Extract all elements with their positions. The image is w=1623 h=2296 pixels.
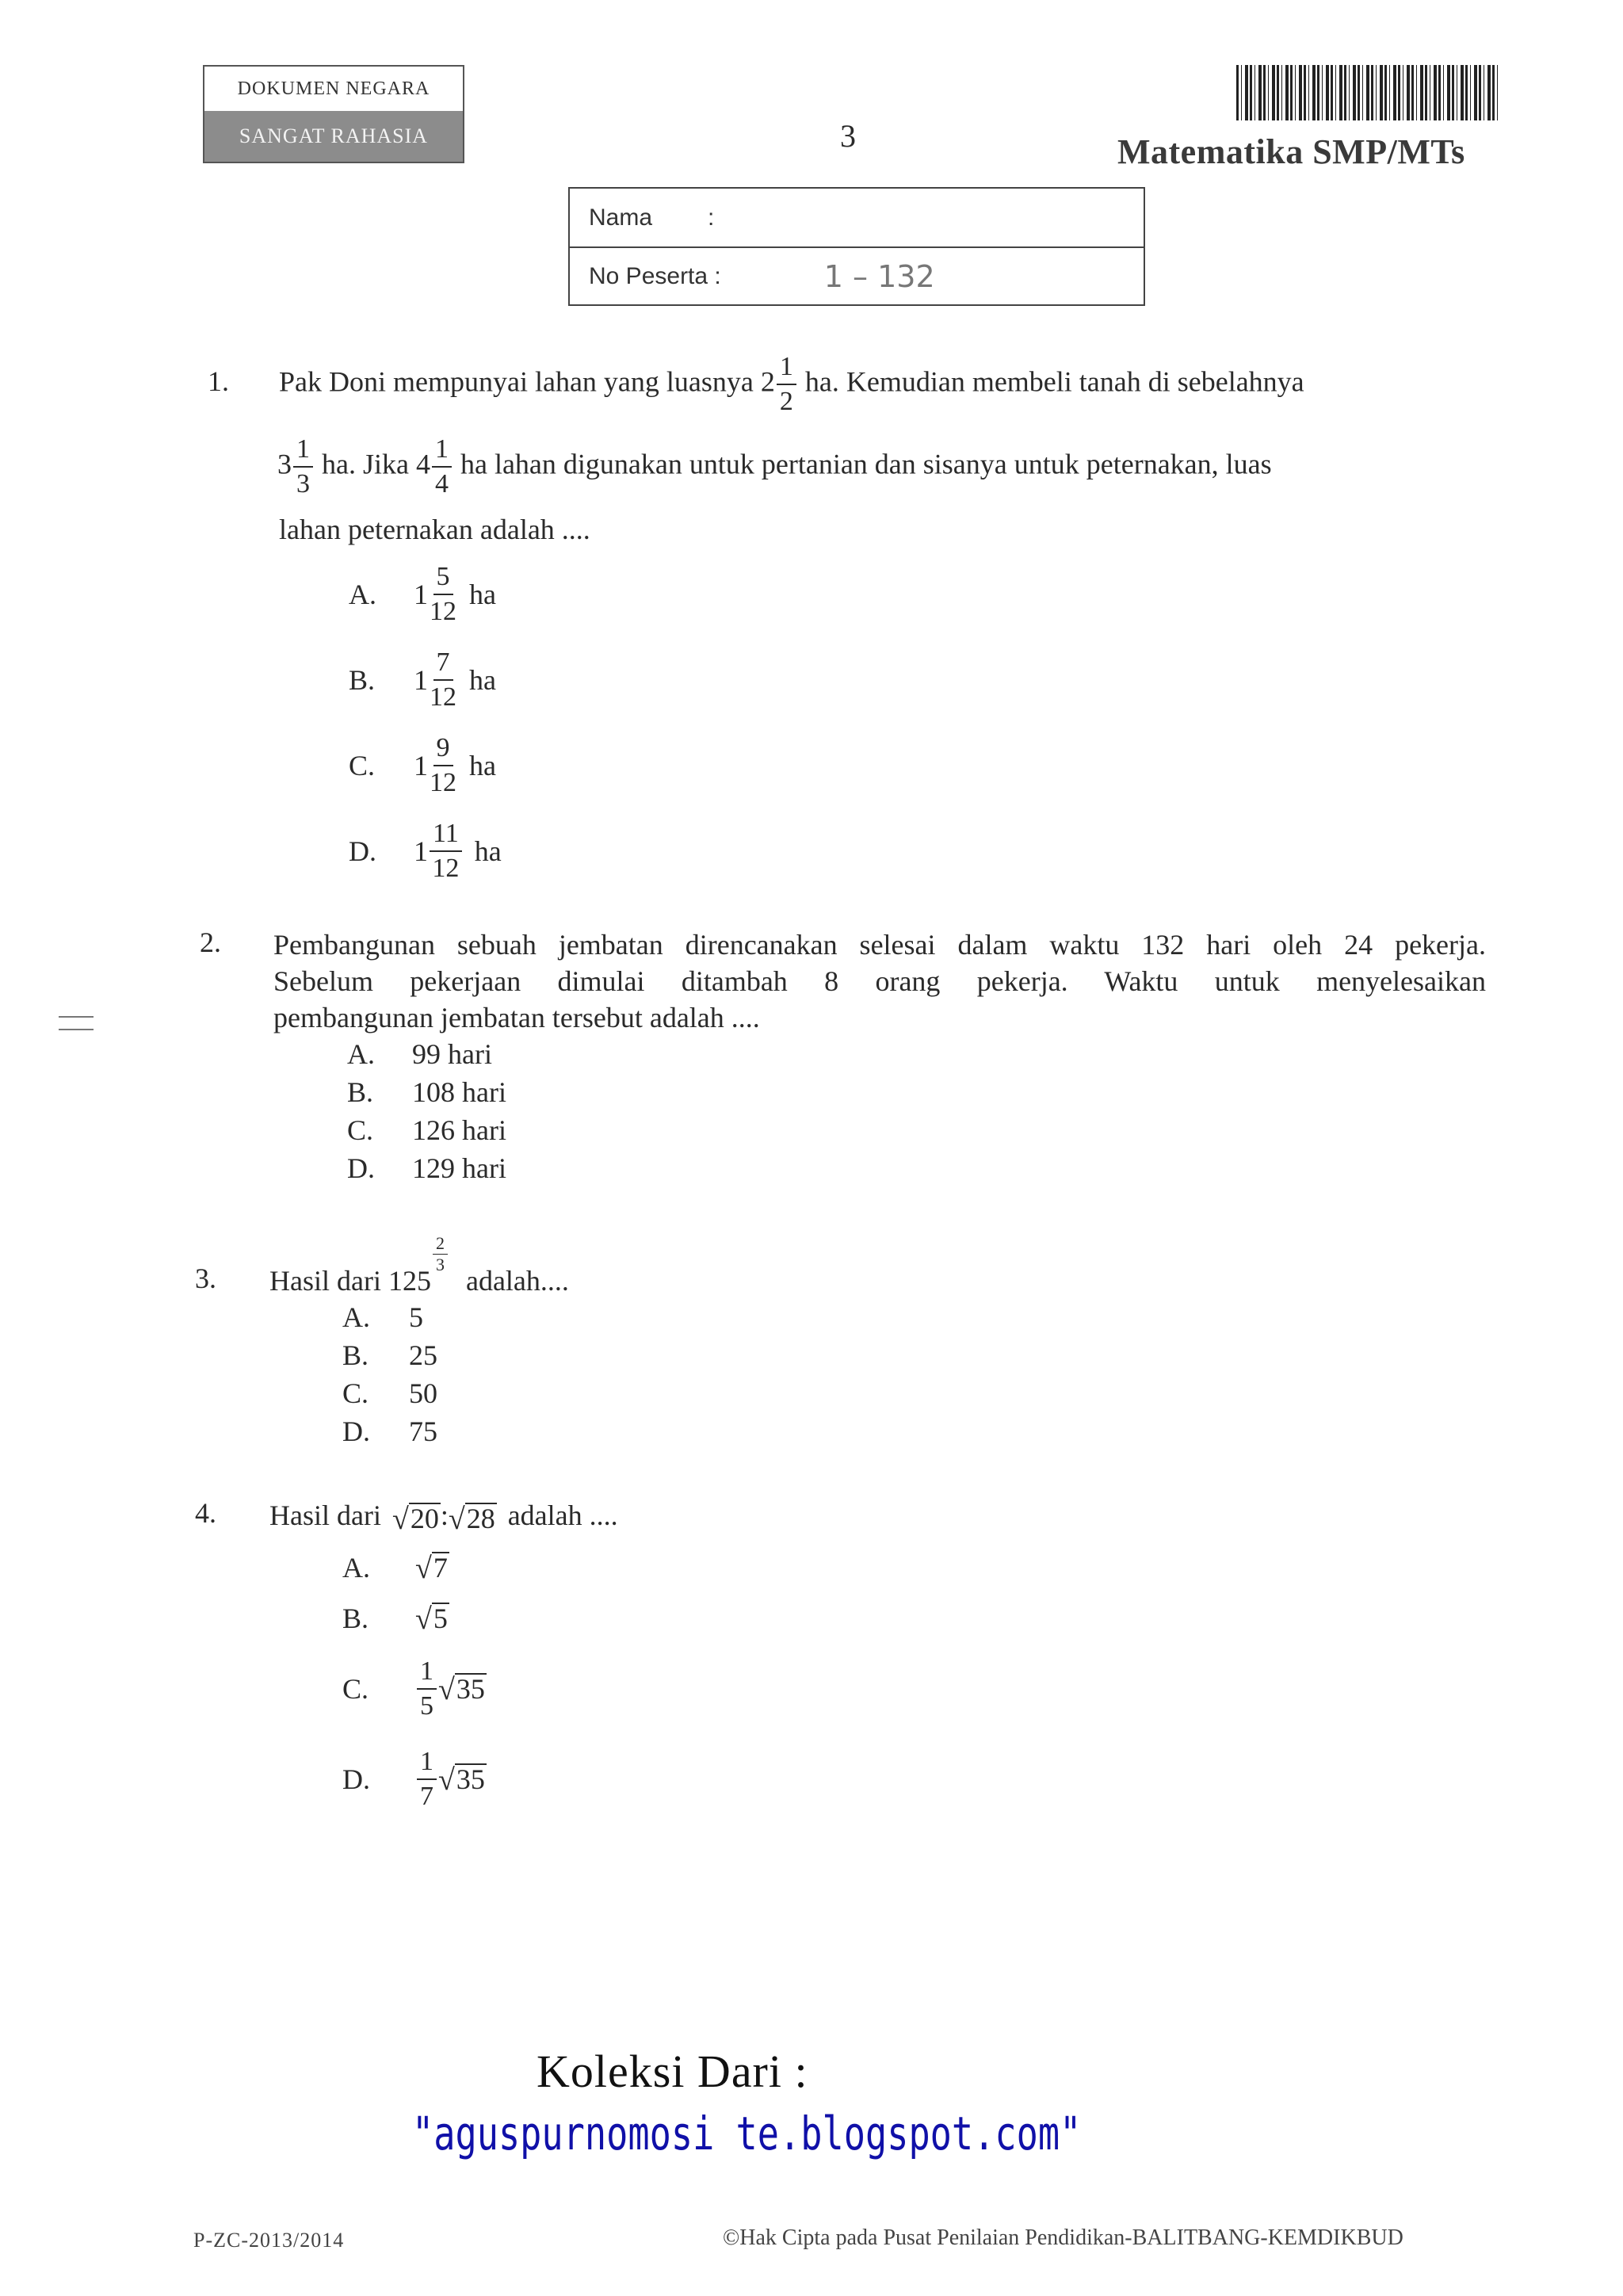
sqrt-symbol-icon: √ <box>391 1503 409 1536</box>
option-fraction <box>430 735 456 797</box>
q1-option-a <box>349 552 502 637</box>
option-label: B. <box>347 1076 374 1108</box>
subject-title: Matematika SMP/MTs <box>1117 132 1465 171</box>
q3-option-a <box>342 1298 437 1336</box>
q4-post-text: adalah .... <box>507 1499 618 1531</box>
option-den: 12 <box>430 682 456 712</box>
name-row <box>570 189 1144 246</box>
q2-options <box>347 1035 506 1187</box>
q4-sqrt-28 <box>449 1503 497 1534</box>
sqrt-symbol-icon: √ <box>448 1503 465 1536</box>
option-label: C. <box>347 1114 374 1146</box>
q1-text4: ha lahan digunakan untuk pertanian dan sisanya untuk peternakan, luas <box>460 448 1272 480</box>
option-label: C. <box>349 750 376 781</box>
q1-fraction3 <box>432 436 452 498</box>
q4-option-b <box>342 1593 487 1644</box>
option-label: C. <box>342 1673 369 1705</box>
margin-mark <box>59 1016 94 1030</box>
q1-f3-den: 4 <box>434 469 449 499</box>
q3-option-c <box>342 1374 437 1412</box>
q1-line1 <box>279 353 1491 415</box>
option-label: A. <box>342 1301 370 1333</box>
q4-separator: : <box>440 1499 449 1531</box>
q2-line3: pembangunan jembatan tersebut adalah .... <box>273 1002 760 1033</box>
q3-exponent <box>433 1235 448 1274</box>
option-label: D. <box>349 835 376 867</box>
option-den: 12 <box>430 597 456 626</box>
option-label: B. <box>342 1603 369 1634</box>
option-unit: ha <box>469 579 496 610</box>
q3-exp-den: 3 <box>435 1255 445 1274</box>
q1-options <box>349 552 502 894</box>
stamp-document-label: DOKUMEN NEGARA <box>237 78 430 99</box>
participant-row <box>570 246 1144 304</box>
option-text: 126 hari <box>412 1114 506 1146</box>
q1-fraction2 <box>293 436 313 498</box>
option-label: C. <box>342 1377 369 1409</box>
option-num: 7 <box>433 649 453 681</box>
option-label: D. <box>347 1152 375 1184</box>
q4-number: 4. <box>195 1497 216 1529</box>
q3-option-d <box>342 1412 437 1450</box>
q3-stem <box>269 1233 569 1301</box>
option-label: A. <box>349 579 376 610</box>
option-coef-den: 5 <box>420 1691 433 1721</box>
q4-radicand-1: 20 <box>410 1503 439 1535</box>
q1-f2-den: 3 <box>296 469 310 499</box>
option-den: 12 <box>432 854 460 883</box>
q1-line2 <box>277 436 1491 498</box>
option-label: D. <box>342 1415 370 1447</box>
option-sqrt <box>438 1763 487 1795</box>
option-radicand: 7 <box>433 1552 448 1584</box>
footer-code: P-ZC-2013/2014 <box>193 2229 345 2252</box>
q2-number: 2. <box>200 926 221 958</box>
collection-caption: Koleksi Dari : <box>537 2046 808 2097</box>
sqrt-symbol-icon: √ <box>438 1672 455 1706</box>
option-coef-den: 7 <box>420 1782 433 1811</box>
footer-copyright: ©Hak Cipta pada Pusat Penilaian Pendidikan-BALITBANG-KEMDIKBUD <box>723 2225 1403 2250</box>
participant-number-handwritten: 1 – 132 <box>823 258 935 294</box>
page-number: 3 <box>840 118 856 154</box>
q1-f2-num: 1 <box>293 436 313 468</box>
sqrt-symbol-icon: √ <box>438 1763 455 1797</box>
option-unit: ha <box>469 664 496 696</box>
option-sqrt <box>415 1552 449 1584</box>
q1-option-d <box>349 808 502 894</box>
sqrt-symbol-icon: √ <box>415 1551 432 1585</box>
participant-label: No Peserta : <box>589 262 721 289</box>
option-label: B. <box>349 664 376 696</box>
option-label: A. <box>342 1552 370 1584</box>
q2-option-a <box>347 1035 506 1073</box>
option-whole: 1 <box>414 835 428 867</box>
q4-sqrt-20 <box>392 1503 441 1534</box>
q1-f3-num: 1 <box>432 436 452 468</box>
option-coefficient <box>417 1658 437 1720</box>
q1-option-c <box>349 723 502 808</box>
option-coef-num: 1 <box>417 1658 437 1690</box>
option-text: 75 <box>409 1415 437 1447</box>
q3-base-text: Hasil dari 125 <box>269 1265 431 1297</box>
q4-radicand-2: 28 <box>466 1503 495 1535</box>
option-whole: 1 <box>414 579 428 610</box>
option-radicand: 5 <box>433 1603 448 1635</box>
option-text: 25 <box>409 1339 437 1371</box>
q1-text1: Pak Doni mempunyai lahan yang luasnya 2 <box>279 365 775 398</box>
option-fraction <box>430 649 456 711</box>
q1-f1-num: 1 <box>777 353 796 385</box>
q2-line1: Pembangunan sebuah jembatan direncanakan selesai dalam waktu 132 hari oleh 24 pekerja. <box>273 929 1486 961</box>
q3-post-text: adalah.... <box>465 1265 569 1297</box>
q2-line2: Sebelum pekerjaan dimulai ditambah 8 orang pekerja. Waktu untuk menyelesaikan <box>273 965 1486 997</box>
q2-option-b <box>347 1073 506 1111</box>
q1-text5: lahan peternakan adalah .... <box>279 514 590 545</box>
option-radicand: 35 <box>456 1673 485 1706</box>
q3-option-b <box>342 1336 437 1374</box>
option-sqrt <box>415 1603 449 1634</box>
q4-option-d <box>342 1734 487 1824</box>
q3-exp-num: 2 <box>433 1235 448 1255</box>
name-label: Nama <box>589 204 653 231</box>
option-num: 5 <box>433 563 453 595</box>
sqrt-symbol-icon: √ <box>415 1602 432 1636</box>
option-num: 9 <box>433 735 453 766</box>
option-sqrt <box>438 1673 487 1705</box>
option-num: 11 <box>430 820 462 852</box>
q1-number: 1. <box>208 365 229 397</box>
q4-stem <box>269 1496 618 1534</box>
option-label: B. <box>342 1339 369 1371</box>
name-separator: : <box>708 204 715 231</box>
option-text: 50 <box>409 1377 437 1409</box>
option-label: D. <box>342 1763 370 1795</box>
option-unit: ha <box>474 835 502 867</box>
q3-number: 3. <box>195 1263 216 1294</box>
option-den: 12 <box>430 768 456 797</box>
q4-option-c <box>342 1644 487 1734</box>
barcode <box>1236 65 1499 120</box>
q1-fraction1 <box>777 353 796 415</box>
identity-box <box>568 187 1145 306</box>
option-coefficient <box>417 1748 437 1810</box>
option-text: 99 hari <box>412 1038 492 1070</box>
option-label: A. <box>347 1038 375 1070</box>
option-text: 108 hari <box>412 1076 506 1108</box>
q2-option-c <box>347 1111 506 1149</box>
option-fraction <box>430 563 456 625</box>
option-radicand: 35 <box>456 1763 485 1796</box>
stamp-secret-label: SANGAT RAHASIA <box>204 111 463 162</box>
q1-whole2: 3 <box>277 448 292 480</box>
q2-option-d <box>347 1149 506 1187</box>
option-coef-num: 1 <box>417 1748 437 1780</box>
q3-options <box>342 1298 437 1450</box>
q4-option-a <box>342 1542 487 1593</box>
classification-stamp <box>203 65 464 163</box>
q1-option-b <box>349 637 502 723</box>
option-unit: ha <box>469 750 496 781</box>
q1-f1-den: 2 <box>779 387 793 416</box>
option-whole: 1 <box>414 750 428 781</box>
source-link[interactable]: "aguspurnomosi te.blogspot.com" <box>412 2107 1082 2160</box>
option-fraction <box>430 820 462 882</box>
q4-pre-text: Hasil dari <box>269 1499 381 1531</box>
option-whole: 1 <box>414 664 428 696</box>
q1-text2: ha. Kemudian membeli tanah di sebelahnya <box>804 365 1304 398</box>
option-text: 129 hari <box>412 1152 506 1184</box>
option-text: 5 <box>409 1301 423 1333</box>
q4-options <box>342 1542 487 1824</box>
q1-text3: ha. Jika 4 <box>322 448 430 480</box>
